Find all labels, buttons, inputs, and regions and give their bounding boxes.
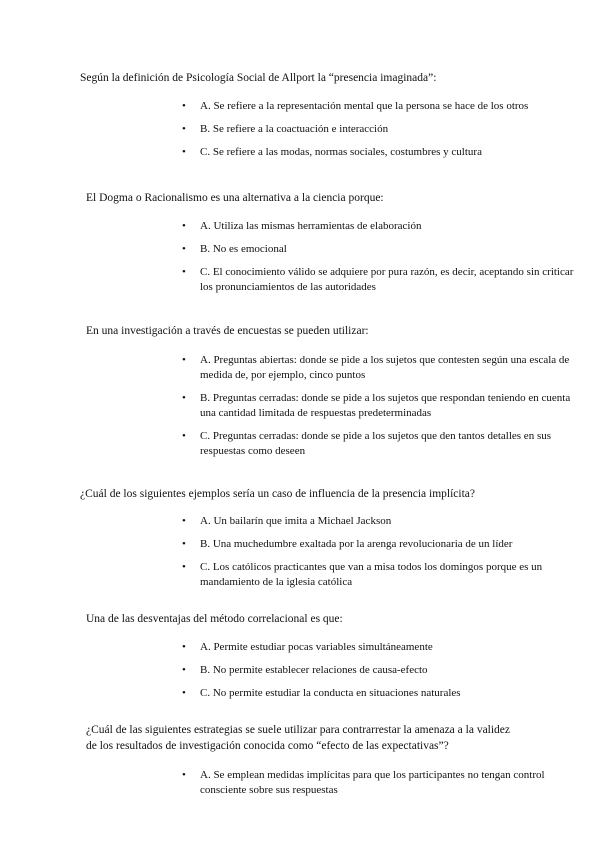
bullet-icon: • (182, 769, 186, 781)
option-text: B. Preguntas cerradas: donde se pide a los sujetos que respondan teniendo en cuenta una cantidad limitada de respuestas predeterminadas (200, 392, 571, 419)
bullet-icon: • (182, 146, 186, 158)
bullet-icon: • (182, 243, 186, 255)
question-5 (86, 611, 600, 701)
bullet-icon: • (182, 266, 186, 278)
option-item (80, 265, 580, 295)
options-list (80, 219, 600, 295)
bullet-icon: • (182, 561, 186, 573)
option-item (80, 122, 580, 137)
option-item (80, 391, 580, 421)
options-list (80, 353, 600, 459)
option-item (80, 537, 580, 552)
option-text: C. Los católicos practicantes que van a misa todos los domingos porque es un mandamiento de la iglesia católica (200, 561, 543, 588)
option-item (80, 686, 580, 701)
option-text: B. Una muchedumbre exaltada por la arenga revolucionaria de un líder (200, 538, 513, 550)
bullet-icon: • (182, 354, 186, 366)
question-text: El Dogma o Racionalismo es una alternativa a la ciencia porque: (86, 192, 384, 204)
question-text: ¿Cuál de las siguientes estrategias se suele utilizar para contrarrestar la amenaza a la validez de los resultados de investigación conocida como “efecto de las expectativas”? (86, 724, 511, 752)
bullet-icon: • (182, 538, 186, 550)
option-text: A. Utiliza las mismas herramientas de elaboración (200, 220, 422, 232)
question-text: En una investigación a través de encuestas se pueden utilizar: (86, 325, 369, 337)
option-text: A. Preguntas abiertas: donde se pide a los sujetos que contesten según una escala de medida de, por ejemplo, cinco puntos (200, 354, 570, 381)
options-list (80, 99, 600, 160)
option-text: A. Se emplean medidas implícitas para que los participantes no tengan control consciente sobre sus respuestas (200, 769, 545, 796)
option-text: C. Preguntas cerradas: donde se pide a los sujetos que den tantos detalles en sus respuestas como deseen (200, 430, 552, 457)
option-text: A. Se refiere a la representación mental que la persona se hace de los otros (200, 100, 529, 112)
option-text: C. El conocimiento válido se adquiere por pura razón, es decir, aceptando sin criticar los pronunciamientos de las autoridades (200, 266, 574, 293)
option-text: B. Se refiere a la coactuación e interacción (200, 123, 389, 135)
bullet-icon: • (182, 687, 186, 699)
option-text: B. No es emocional (200, 243, 287, 255)
question-text: Según la definición de Psicología Social de Allport la “presencia imaginada”: (80, 72, 437, 84)
option-text: C. No permite estudiar la conducta en situaciones naturales (200, 687, 461, 699)
bullet-icon: • (182, 220, 186, 232)
option-item (80, 560, 580, 590)
option-item (80, 99, 580, 114)
question-text: ¿Cuál de los siguientes ejemplos sería un caso de influencia de la presencia implícita? (80, 488, 476, 500)
question-1 (80, 70, 600, 160)
bullet-icon: • (182, 664, 186, 676)
option-item (80, 145, 580, 160)
options-list (80, 514, 600, 590)
bullet-icon: • (182, 100, 186, 112)
option-text: A. Permite estudiar pocas variables simultáneamente (200, 641, 433, 653)
question-text: Una de las desventajas del método correlacional es que: (86, 613, 343, 625)
question-4 (80, 486, 600, 590)
option-item (80, 219, 580, 234)
options-list (80, 640, 600, 701)
option-text: B. No permite establecer relaciones de causa-efecto (200, 664, 428, 676)
option-item (80, 768, 580, 798)
question-2 (86, 190, 600, 295)
bullet-icon: • (182, 430, 186, 442)
options-list (80, 768, 545, 798)
question-6 (86, 722, 545, 798)
option-text: C. Se refiere a las modas, normas sociales, costumbres y cultura (200, 146, 482, 158)
bullet-icon: • (182, 515, 186, 527)
option-item (80, 663, 580, 678)
option-item (80, 640, 580, 655)
question-3 (86, 323, 600, 459)
bullet-icon: • (182, 123, 186, 135)
bullet-icon: • (182, 392, 186, 404)
option-item (80, 514, 580, 529)
option-item (80, 429, 580, 459)
option-text: A. Un bailarín que imita a Michael Jackson (200, 515, 392, 527)
option-item (80, 242, 580, 257)
option-item (80, 353, 580, 383)
bullet-icon: • (182, 641, 186, 653)
